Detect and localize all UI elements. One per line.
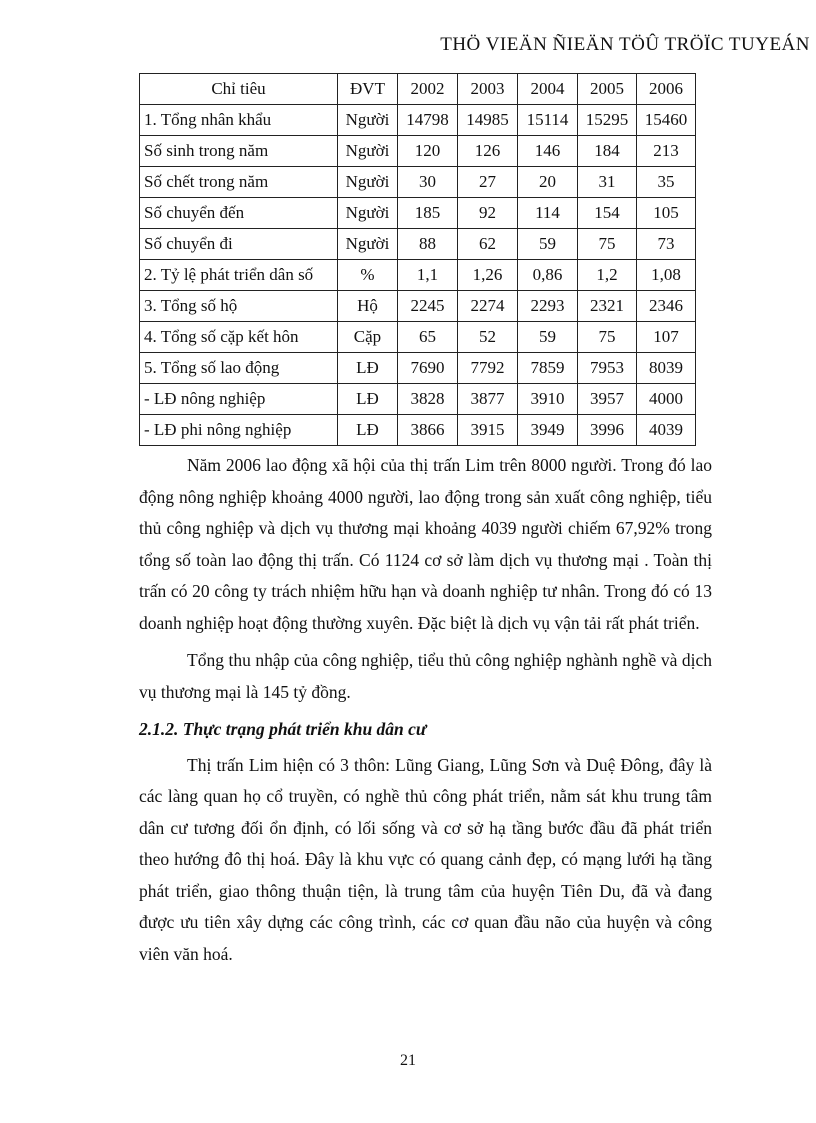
table-cell: 107	[637, 322, 696, 353]
body-text	[139, 450, 712, 970]
column-header: 2003	[458, 74, 518, 105]
table-cell: 15295	[578, 105, 637, 136]
table-cell: 3910	[518, 384, 578, 415]
table-cell: 2321	[578, 291, 637, 322]
table-body	[140, 105, 696, 446]
table-row	[140, 384, 696, 415]
table-cell: 114	[518, 198, 578, 229]
table-cell: 52	[458, 322, 518, 353]
column-header: ĐVT	[338, 74, 398, 105]
table-cell: %	[338, 260, 398, 291]
table-cell: 88	[398, 229, 458, 260]
table-row	[140, 229, 696, 260]
table-cell: 92	[458, 198, 518, 229]
table-cell: 3915	[458, 415, 518, 446]
table-cell: 35	[637, 167, 696, 198]
table-header-row	[140, 74, 696, 105]
table-cell: LĐ	[338, 415, 398, 446]
table-cell: Hộ	[338, 291, 398, 322]
table-row	[140, 198, 696, 229]
table-cell: 75	[578, 322, 637, 353]
page-number: 21	[400, 1052, 416, 1069]
table-cell: 105	[637, 198, 696, 229]
table-cell: Người	[338, 229, 398, 260]
table-cell: 2293	[518, 291, 578, 322]
table-cell: 7690	[398, 353, 458, 384]
table-cell: 2245	[398, 291, 458, 322]
table-cell: 31	[578, 167, 637, 198]
table-cell: 120	[398, 136, 458, 167]
table-cell: 4000	[637, 384, 696, 415]
table-cell: 1,26	[458, 260, 518, 291]
table-cell: 7953	[578, 353, 637, 384]
table-cell: 154	[578, 198, 637, 229]
table-cell: 146	[518, 136, 578, 167]
row-label: 2. Tỷ lệ phát triển dân số	[140, 260, 338, 291]
column-header: Chỉ tiêu	[140, 74, 338, 105]
page-header: THÖ VIEÄN ÑIEÄN TÖÛ TRÖÏC TUYEÁN	[440, 34, 810, 55]
table-row	[140, 136, 696, 167]
row-label: 5. Tổng số lao động	[140, 353, 338, 384]
table-cell: 1,2	[578, 260, 637, 291]
table-cell: 30	[398, 167, 458, 198]
table-cell: Người	[338, 105, 398, 136]
paragraph: Thị trấn Lim hiện có 3 thôn: Lũng Giang, Lũng Sơn và Duệ Đông, đây là các làng quan họ cổ truyền, có nghề thủ công phát triển, nằm sát khu trung tâm dân cư tương đối ổn định, có lối sống và cơ sở hạ tầng bước đầu đã phát triển theo hướng đô thị hoá. Đây là khu vực có quang cảnh đẹp, có mạng lưới hạ tầng phát triển, giao thông thuận tiện, là trung tâm của huyện Tiên Du, đã và đang được ưu tiên xây dựng các công trình, các cơ quan đầu não của huyện và công viên văn hoá.	[139, 754, 712, 964]
row-label: - LĐ nông nghiệp	[140, 384, 338, 415]
paragraph: Tổng thu nhập của công nghiệp, tiểu thủ công nghiệp nghành nghề và dịch vụ thương mại là 145 tỷ đồng.	[139, 650, 712, 702]
table-cell: 3866	[398, 415, 458, 446]
table-cell: 20	[518, 167, 578, 198]
table-cell: 3949	[518, 415, 578, 446]
row-label: - LĐ phi nông nghiệp	[140, 415, 338, 446]
table-cell: 2346	[637, 291, 696, 322]
table-cell: LĐ	[338, 353, 398, 384]
table-cell: 14798	[398, 105, 458, 136]
table-cell: 65	[398, 322, 458, 353]
table-cell: 126	[458, 136, 518, 167]
table-cell: 15114	[518, 105, 578, 136]
table-row	[140, 415, 696, 446]
row-label: 3. Tổng số hộ	[140, 291, 338, 322]
table-cell: 185	[398, 198, 458, 229]
table-cell: 27	[458, 167, 518, 198]
table-cell: 0,86	[518, 260, 578, 291]
table-cell: 184	[578, 136, 637, 167]
table-cell: Người	[338, 136, 398, 167]
table-cell: Người	[338, 198, 398, 229]
table-row	[140, 353, 696, 384]
table-cell: 3877	[458, 384, 518, 415]
table-cell: 7859	[518, 353, 578, 384]
table-row	[140, 322, 696, 353]
table-cell: LĐ	[338, 384, 398, 415]
table-row	[140, 105, 696, 136]
column-header: 2004	[518, 74, 578, 105]
population-table	[139, 73, 696, 446]
table-cell: 14985	[458, 105, 518, 136]
row-label: Số chết trong năm	[140, 167, 338, 198]
row-label: 1. Tổng nhân khẩu	[140, 105, 338, 136]
table-cell: 8039	[637, 353, 696, 384]
column-header: 2002	[398, 74, 458, 105]
table-cell: 3957	[578, 384, 637, 415]
table-cell: 213	[637, 136, 696, 167]
table-cell: Người	[338, 167, 398, 198]
table-row	[140, 291, 696, 322]
table-cell: 75	[578, 229, 637, 260]
table-cell: 7792	[458, 353, 518, 384]
row-label: Số chuyển đi	[140, 229, 338, 260]
table-cell: 62	[458, 229, 518, 260]
table-cell: 3996	[578, 415, 637, 446]
paragraph: Năm 2006 lao động xã hội của thị trấn Lim trên 8000 người. Trong đó lao động nông nghiệp khoảng 4000 người, lao động trong sản xuất công nghiệp, tiểu thủ công nghiệp và dịch vụ thương mại khoảng 4039 người chiếm 67,92% trong tổng số toàn lao động thị trấn. Có 1124 cơ sở làm dịch vụ thương mại . Toàn thị trấn có 20 công ty trách nhiệm hữu hạn và doanh nghiệp tư nhân. Trong đó có 13 doanh nghiệp hoạt động thường xuyên. Đặc biệt là dịch vụ vận tải rất phát triển.	[139, 455, 712, 633]
table-row	[140, 260, 696, 291]
table-cell: 73	[637, 229, 696, 260]
table-cell: 1,08	[637, 260, 696, 291]
row-label: 4. Tổng số cặp kết hôn	[140, 322, 338, 353]
section-heading: 2.1.2. Thực trạng phát triển khu dân cư	[139, 719, 427, 739]
table-cell: 1,1	[398, 260, 458, 291]
table-cell: 59	[518, 229, 578, 260]
row-label: Số sinh trong năm	[140, 136, 338, 167]
column-header: 2005	[578, 74, 637, 105]
table-cell: 2274	[458, 291, 518, 322]
table-row	[140, 167, 696, 198]
table-cell: 59	[518, 322, 578, 353]
table-cell: 4039	[637, 415, 696, 446]
column-header: 2006	[637, 74, 696, 105]
table-cell: 3828	[398, 384, 458, 415]
row-label: Số chuyển đến	[140, 198, 338, 229]
table-cell: 15460	[637, 105, 696, 136]
table-cell: Cặp	[338, 322, 398, 353]
